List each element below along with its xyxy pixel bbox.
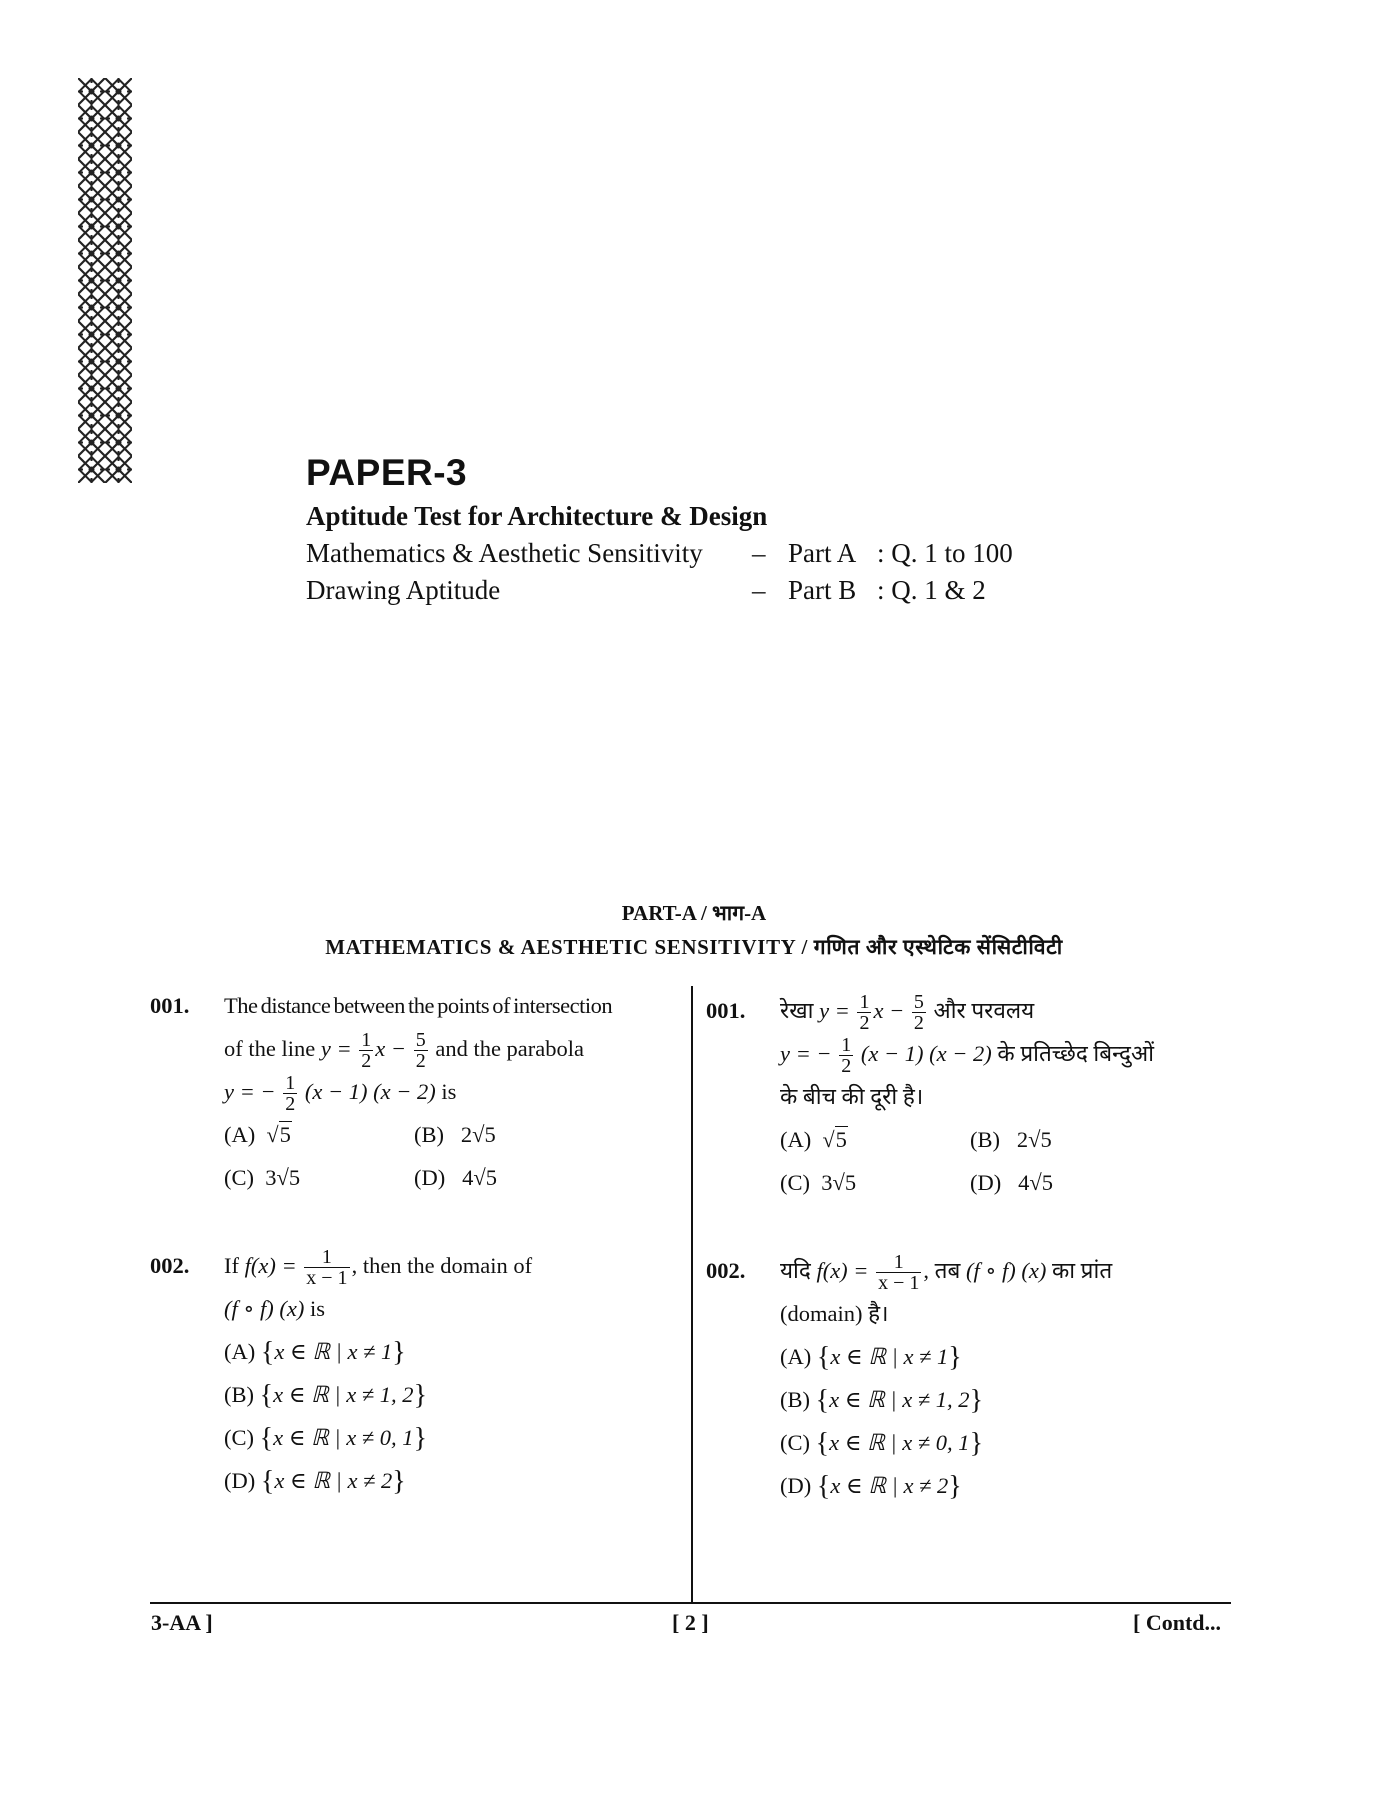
fraction-num: 1 — [285, 1072, 296, 1095]
fraction-num: 1 — [361, 1029, 372, 1052]
fraction — [414, 1030, 428, 1071]
option-value: 2√5 — [1016, 1127, 1052, 1152]
question-body — [224, 984, 612, 1199]
text-fragment: of the line — [224, 1036, 316, 1061]
part-dash: – — [752, 575, 766, 605]
option-value: 4√5 — [462, 1165, 497, 1190]
fraction-num: 5 — [415, 1029, 426, 1052]
question-text-line: के बीच की दूरी है। — [780, 1084, 924, 1109]
part-range: : Q. 1 to 100 — [877, 538, 1013, 568]
math-expr: f(x) = — [816, 1258, 869, 1283]
option-label: (B) — [224, 1382, 254, 1407]
fraction-num: 1 — [304, 1247, 349, 1268]
text-fragment: is — [310, 1296, 326, 1321]
text-fragment: और परवलय — [933, 998, 1035, 1023]
option-value: 3√5 — [265, 1165, 301, 1190]
option-d[interactable] — [414, 1156, 497, 1199]
text-fragment: के प्रतिच्छेद बिन्दुओं — [997, 1041, 1154, 1066]
math-expr: (f ∘ f) (x) — [224, 1296, 305, 1321]
option-value: x ∈ ℝ | x ≠ 1 — [274, 1339, 393, 1364]
fraction-num: 1 — [859, 991, 870, 1014]
question-body — [780, 1249, 1112, 1507]
text-fragment: and the parabola — [435, 1036, 585, 1061]
option-label: (C) — [224, 1425, 254, 1450]
math-expr: (f ∘ f) (x) — [965, 1258, 1047, 1283]
option-b[interactable] — [414, 1113, 496, 1156]
option-value: 5 — [279, 1122, 291, 1147]
option-label: (C) — [780, 1170, 810, 1195]
option-value: x ∈ ℝ | x ≠ 2 — [830, 1473, 949, 1498]
section-heading: PART-A / भाग-A — [621, 901, 767, 925]
option-b[interactable]: (B) {x ∈ ℝ | x ≠ 1, 2} — [780, 1385, 984, 1416]
option-d[interactable]: (D) {x ∈ ℝ | x ≠ 2} — [780, 1471, 962, 1502]
option-a[interactable]: (A) {x ∈ ℝ | x ≠ 1} — [780, 1342, 962, 1373]
question-text-line — [780, 1032, 1154, 1078]
text-fragment: का प्रांत — [1051, 1258, 1113, 1283]
option-label: (D) — [224, 1468, 256, 1493]
question-number: 002. — [150, 1253, 190, 1278]
footer-code: 3-AA ] — [151, 1610, 213, 1635]
footer-contd: [ Contd... — [1133, 1610, 1222, 1635]
math-expr: y = — [819, 998, 850, 1023]
math-expr: y = − — [780, 1041, 832, 1066]
part-subject: Mathematics & Aesthetic Sensitivity — [306, 538, 703, 568]
question-text-line — [780, 1249, 1113, 1295]
page-number: [ 2 ] — [672, 1610, 709, 1635]
option-d[interactable] — [970, 1161, 1053, 1204]
fraction — [283, 1073, 297, 1114]
fraction-num: 1 — [876, 1252, 921, 1273]
option-label: (B) — [970, 1127, 1000, 1152]
fraction-den: 2 — [361, 1050, 372, 1073]
text-fragment: If — [224, 1253, 239, 1278]
text-fragment: , तब — [923, 1258, 961, 1283]
option-c[interactable] — [780, 1161, 856, 1204]
option-a[interactable] — [224, 1113, 292, 1156]
option-label: (C) — [224, 1165, 254, 1190]
option-value: x ∈ ℝ | x ≠ 2 — [274, 1468, 393, 1493]
options-row — [780, 1118, 1154, 1161]
question-text-line: (domain) है। — [780, 1301, 889, 1326]
option-d[interactable]: (D) {x ∈ ℝ | x ≠ 2} — [224, 1466, 406, 1497]
question-text-line — [224, 1070, 612, 1116]
fraction-den: x − 1 — [306, 1267, 348, 1290]
fraction-num: 5 — [913, 991, 924, 1014]
option-value: x ∈ ℝ | x ≠ 1, 2 — [829, 1387, 970, 1412]
option-label: (C) — [780, 1430, 810, 1455]
option-value: 5 — [835, 1127, 847, 1152]
option-label: (A) — [224, 1339, 256, 1364]
text-fragment: is — [441, 1079, 457, 1104]
part-range: : Q. 1 & 2 — [877, 575, 986, 605]
question-text-line — [780, 989, 1154, 1035]
option-label: (B) — [414, 1122, 444, 1147]
option-label: (D) — [414, 1165, 446, 1190]
option-label: (D) — [970, 1170, 1002, 1195]
column-divider — [691, 986, 693, 1602]
question-number: 001. — [706, 998, 746, 1023]
options-row — [224, 1156, 612, 1199]
option-c[interactable] — [224, 1156, 300, 1199]
paper-subtitle: Aptitude Test for Architecture & Design — [306, 501, 768, 531]
question-text-line — [224, 1244, 533, 1290]
option-label: (B) — [780, 1387, 810, 1412]
fraction — [304, 1247, 349, 1288]
question-body — [780, 989, 1154, 1204]
options-row — [780, 1161, 1154, 1204]
fraction-den: 2 — [285, 1093, 296, 1116]
fraction-den: 2 — [859, 1012, 870, 1035]
fraction — [359, 1030, 373, 1071]
question-number: 001. — [150, 993, 190, 1018]
option-label: (A) — [224, 1122, 256, 1147]
question-text-line — [224, 1027, 612, 1073]
option-label: (A) — [780, 1127, 812, 1152]
option-label: (A) — [780, 1344, 812, 1369]
fraction-den: 2 — [415, 1050, 426, 1073]
option-value: x ∈ ℝ | x ≠ 1 — [830, 1344, 949, 1369]
option-label: (D) — [780, 1473, 812, 1498]
option-a[interactable] — [780, 1118, 848, 1161]
fraction-den: 2 — [913, 1012, 924, 1035]
fraction-num: 1 — [841, 1034, 852, 1057]
math-expr: (x − 1) (x − 2) — [860, 1041, 992, 1066]
option-value: x ∈ ℝ | x ≠ 0, 1 — [829, 1430, 970, 1455]
text-fragment: यदि — [780, 1258, 811, 1283]
math-expr: x − — [375, 1036, 407, 1061]
paper-title: PAPER-3 — [306, 452, 468, 493]
math-expr: x − — [873, 998, 905, 1023]
fraction-den: 2 — [841, 1055, 852, 1078]
math-expr: y = − — [224, 1079, 276, 1104]
fraction — [839, 1035, 853, 1076]
option-value: x ∈ ℝ | x ≠ 1, 2 — [273, 1382, 414, 1407]
option-value: 3√5 — [821, 1170, 857, 1195]
fraction — [876, 1252, 921, 1293]
part-dash: – — [752, 538, 766, 568]
sqrt: √5 — [266, 1122, 291, 1147]
part-label: Part B — [788, 575, 857, 605]
option-value: 2√5 — [460, 1122, 496, 1147]
fraction-den: x − 1 — [878, 1272, 920, 1295]
text-fragment: , then the domain of — [351, 1253, 533, 1278]
question-text-line: The distance between the points of intersection — [224, 993, 613, 1018]
math-expr: (x − 1) (x − 2) — [304, 1079, 436, 1104]
option-a[interactable]: (A) {x ∈ ℝ | x ≠ 1} — [224, 1337, 406, 1368]
text-fragment: रेखा — [780, 998, 814, 1023]
ornament-strip — [78, 78, 132, 483]
fraction — [857, 992, 871, 1033]
options-row — [224, 1113, 612, 1156]
part-subject: Drawing Aptitude — [306, 575, 501, 605]
ornament-pattern — [78, 78, 132, 483]
option-c[interactable]: (C) {x ∈ ℝ | x ≠ 0, 1} — [224, 1423, 428, 1454]
part-label: Part A — [788, 538, 857, 568]
sqrt: √5 — [822, 1127, 847, 1152]
option-value: x ∈ ℝ | x ≠ 0, 1 — [273, 1425, 414, 1450]
section-subheading: MATHEMATICS & AESTHETIC SENSITIVITY / गणित और एस्थेटिक सेंसिटीविटी — [325, 935, 1063, 959]
option-c[interactable]: (C) {x ∈ ℝ | x ≠ 0, 1} — [780, 1428, 984, 1459]
option-b[interactable]: (B) {x ∈ ℝ | x ≠ 1, 2} — [224, 1380, 428, 1411]
footer-rule — [150, 1602, 1231, 1604]
math-expr: f(x) = — [244, 1253, 297, 1278]
option-b[interactable] — [970, 1118, 1052, 1161]
fraction — [912, 992, 926, 1033]
question-text-line — [224, 1287, 532, 1330]
question-number: 002. — [706, 1258, 746, 1283]
question-body — [224, 1244, 532, 1502]
option-value: 4√5 — [1018, 1170, 1053, 1195]
math-expr: y = — [320, 1036, 352, 1061]
